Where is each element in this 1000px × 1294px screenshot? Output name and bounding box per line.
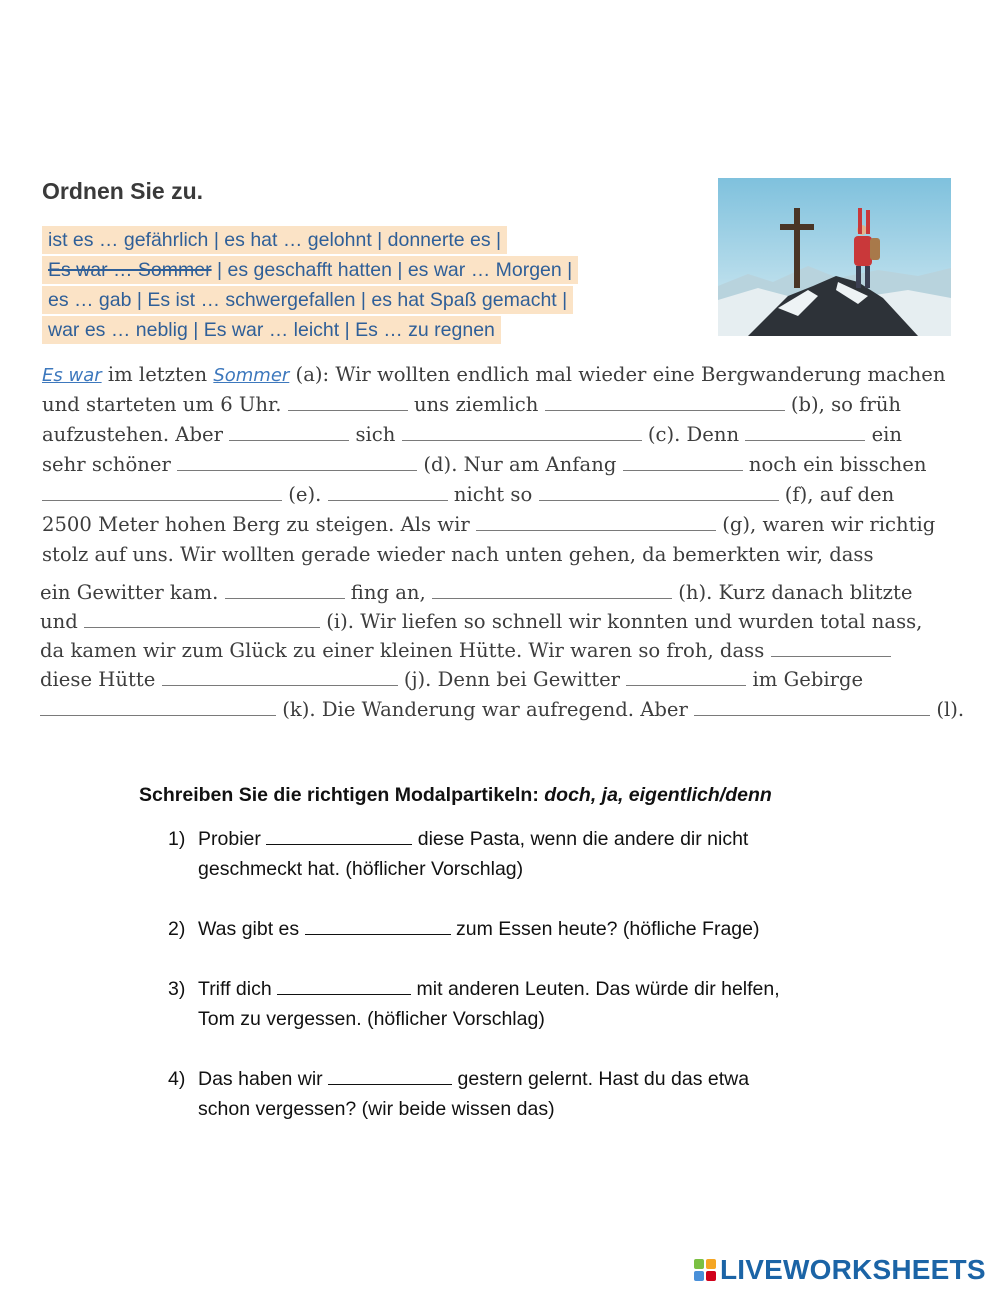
text-segment: sehr schöner bbox=[42, 453, 171, 476]
text-segment: (e). bbox=[288, 483, 322, 506]
item-text: Triff dich bbox=[198, 978, 272, 1000]
text-segment: uns ziemlich bbox=[413, 393, 539, 416]
text-segment: (d). Nur am Anfang bbox=[423, 453, 617, 476]
text-segment: (f), auf den bbox=[784, 483, 895, 506]
answer-blank[interactable] bbox=[539, 480, 779, 501]
answer-blank[interactable] bbox=[432, 578, 672, 599]
text-segment: nicht so bbox=[453, 483, 533, 506]
answer-blank[interactable] bbox=[328, 1066, 452, 1085]
text-segment: 2500 Meter hohen Berg zu steigen. Als wir bbox=[42, 513, 470, 536]
item-text: diese Pasta, wenn die andere dir nicht bbox=[417, 828, 749, 850]
filled-answer: Es war bbox=[42, 365, 102, 386]
answer-blank[interactable] bbox=[40, 695, 276, 716]
item-text: schon vergessen? (wir beide wissen das) bbox=[198, 1098, 555, 1120]
answer-blank[interactable] bbox=[42, 480, 282, 501]
text-line bbox=[42, 450, 927, 480]
answer-blank[interactable] bbox=[84, 607, 320, 628]
exercise2-item bbox=[168, 1064, 868, 1124]
item-number: 3) bbox=[168, 978, 186, 1000]
item-text: zum Essen heute? (höfliche Frage) bbox=[456, 918, 760, 940]
text-segment: aufzustehen. Aber bbox=[42, 423, 223, 446]
item-text: mit anderen Leuten. Das würde dir helfen, bbox=[416, 978, 780, 1000]
text-line bbox=[40, 695, 964, 725]
text-segment: im Gebirge bbox=[752, 668, 864, 691]
text-line bbox=[42, 390, 901, 420]
item-number: 1) bbox=[168, 828, 186, 850]
text-line bbox=[42, 510, 935, 540]
word-bank-line: es … gab | Es ist … schwergefallen | es hat Spaß gemacht | bbox=[42, 286, 573, 314]
text-segment: da kamen wir zum Glück zu einer kleinen Hütte. Wir waren so froh, dass bbox=[40, 639, 765, 662]
item-number: 4) bbox=[168, 1068, 186, 1090]
answer-blank[interactable] bbox=[626, 665, 746, 686]
answer-blank[interactable] bbox=[476, 510, 716, 531]
answer-blank[interactable] bbox=[623, 450, 743, 471]
answer-blank[interactable] bbox=[694, 695, 930, 716]
exercise2-item bbox=[168, 914, 868, 944]
word-bank-text: | es geschafft hatten | es war … Morgen | bbox=[211, 259, 573, 281]
filled-answer: Sommer bbox=[213, 365, 290, 386]
answer-blank[interactable] bbox=[177, 450, 417, 471]
answer-blank[interactable] bbox=[328, 480, 448, 501]
text-segment: (g), waren wir richtig bbox=[722, 513, 936, 536]
text-line bbox=[40, 636, 891, 666]
answer-blank[interactable] bbox=[288, 390, 408, 411]
answer-blank[interactable] bbox=[162, 665, 398, 686]
text-segment: noch ein bisschen bbox=[748, 453, 927, 476]
text-segment: (b), so früh bbox=[790, 393, 902, 416]
mountain-summit-illustration bbox=[718, 178, 951, 336]
answer-blank[interactable] bbox=[305, 916, 451, 935]
exercise2-item bbox=[168, 824, 868, 884]
item-text: gestern gelernt. Hast du das etwa bbox=[457, 1068, 750, 1090]
word-bank-line: war es … neblig | Es war … leicht | Es … zu regnen bbox=[42, 316, 501, 344]
logo-text: LIVEWORKSHEETS bbox=[720, 1254, 986, 1285]
item-text: geschmeckt hat. (höflicher Vorschlag) bbox=[198, 858, 524, 880]
text-line bbox=[40, 578, 912, 608]
exercise2-title-options: doch, ja, eigentlich/denn bbox=[544, 784, 772, 806]
text-line bbox=[42, 480, 894, 510]
item-text: Tom zu vergessen. (höflicher Vorschlag) bbox=[198, 1008, 545, 1030]
text-segment: (j). Denn bei Gewitter bbox=[403, 668, 621, 691]
logo-icon bbox=[694, 1259, 716, 1281]
answer-blank[interactable] bbox=[229, 420, 349, 441]
text-line bbox=[42, 420, 902, 450]
text-segment: und starteten um 6 Uhr. bbox=[42, 393, 282, 416]
text-segment: (i). Wir liefen so schnell wir konnten und wurden total nass, bbox=[326, 610, 923, 633]
item-text: Probier bbox=[198, 828, 261, 850]
exercise-heading: Ordnen Sie zu. bbox=[42, 178, 204, 204]
exercise2-title bbox=[139, 784, 772, 807]
answer-blank[interactable] bbox=[745, 420, 865, 441]
used-phrase: Es war … Sommer bbox=[48, 259, 212, 281]
text-segment: fing an, bbox=[350, 581, 426, 604]
text-segment: ein bbox=[871, 423, 903, 446]
answer-blank[interactable] bbox=[277, 976, 411, 995]
answer-blank[interactable] bbox=[545, 390, 785, 411]
text-segment: und bbox=[40, 610, 78, 633]
answer-blank[interactable] bbox=[266, 826, 412, 845]
answer-blank[interactable] bbox=[771, 636, 891, 657]
item-text: Was gibt es bbox=[198, 918, 300, 940]
text-segment: (l). bbox=[936, 698, 965, 721]
text-line bbox=[40, 665, 863, 695]
text-line bbox=[42, 360, 946, 390]
word-bank-line bbox=[42, 256, 578, 284]
word-bank-line: ist es … gefährlich | es hat … gelohnt | donnerte es | bbox=[42, 226, 507, 254]
text-segment: (k). Die Wanderung war aufregend. Aber bbox=[282, 698, 688, 721]
item-text: Das haben wir bbox=[198, 1068, 323, 1090]
text-line bbox=[40, 607, 922, 637]
text-segment: diese Hütte bbox=[40, 668, 156, 691]
text-line: stolz auf uns. Wir wollten gerade wieder nach unten gehen, da bemerkten wir, dass bbox=[42, 543, 874, 566]
text-segment: sich bbox=[355, 423, 396, 446]
exercise2-title-text: Schreiben Sie die richtigen Modalpartikeln: bbox=[139, 784, 539, 806]
exercise2-item bbox=[168, 974, 868, 1034]
text-segment: (a): Wir wollten endlich mal wieder eine Bergwanderung machen bbox=[295, 363, 946, 386]
item-number: 2) bbox=[168, 918, 186, 940]
text-segment: ein Gewitter kam. bbox=[40, 581, 219, 604]
answer-blank[interactable] bbox=[402, 420, 642, 441]
text-segment: (h). Kurz danach blitzte bbox=[678, 581, 913, 604]
answer-blank[interactable] bbox=[225, 578, 345, 599]
text-segment: (c). Denn bbox=[647, 423, 740, 446]
text-segment: im letzten bbox=[107, 363, 208, 386]
liveworksheets-logo bbox=[694, 1256, 986, 1284]
